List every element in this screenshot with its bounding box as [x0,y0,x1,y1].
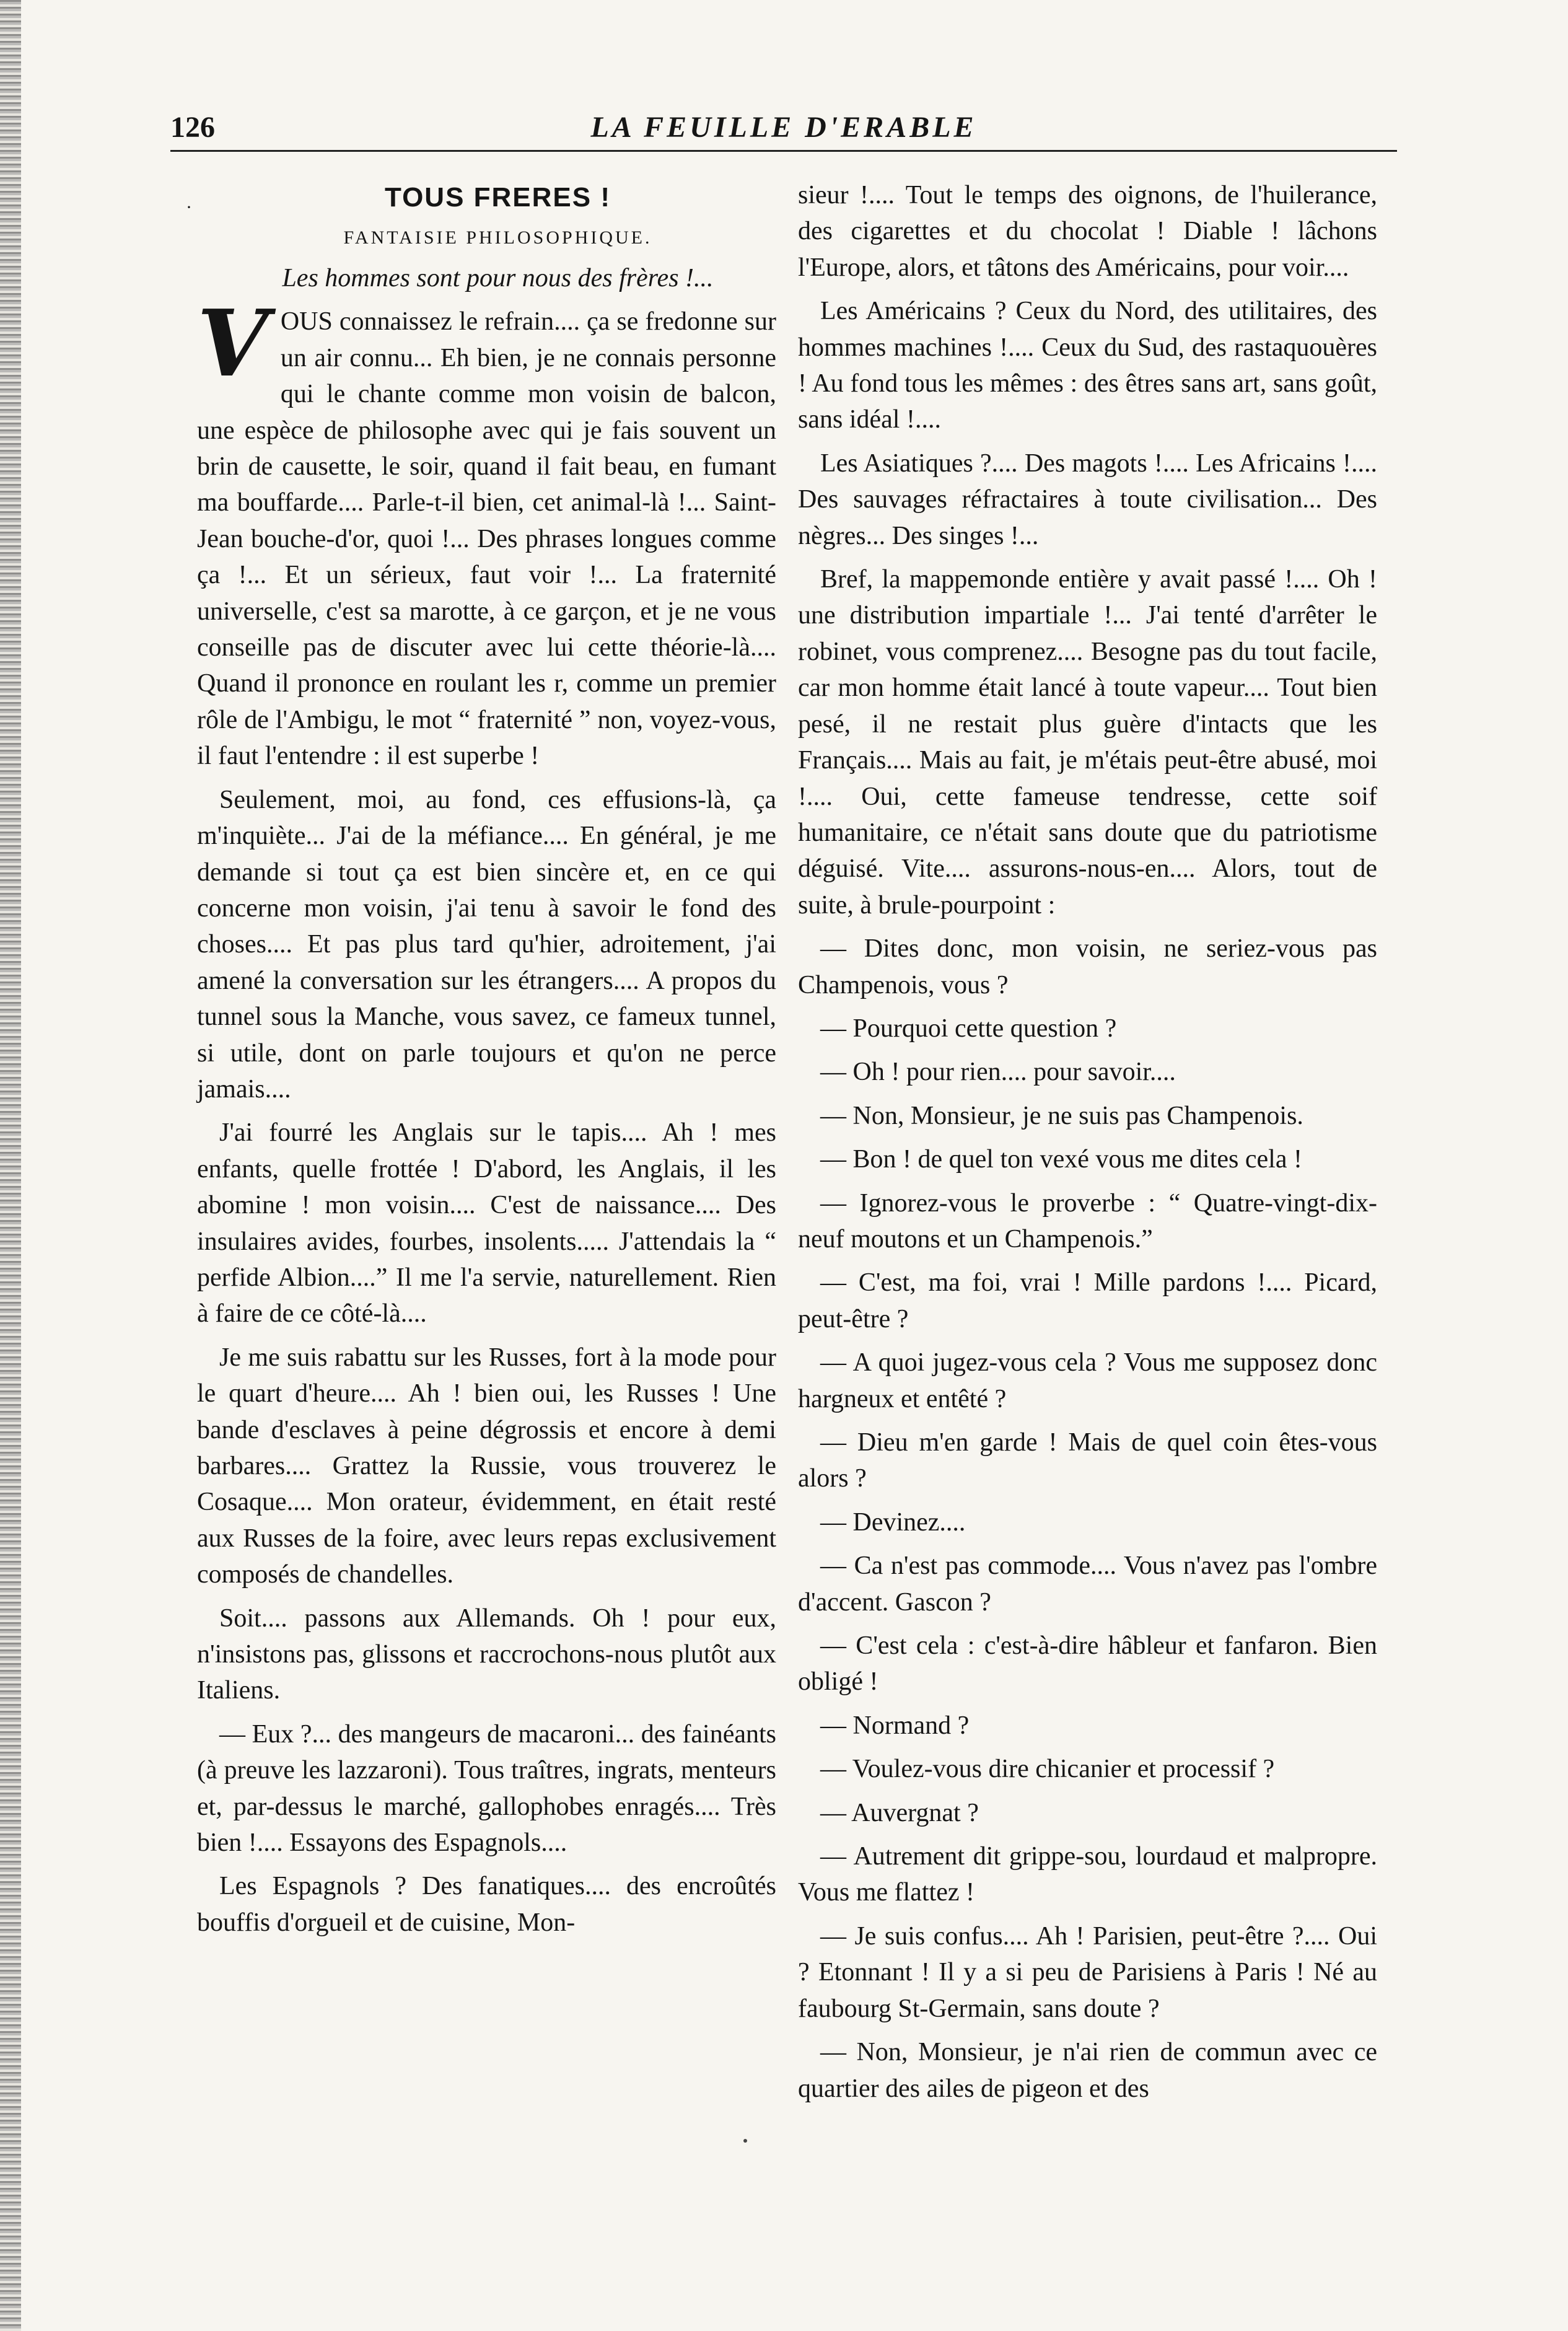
dialogue-line: — Pourquoi cette question ? [820,1014,1117,1043]
paragraph: Je me suis rabattu sur les Russes, fort à la mode pour le quart d'heure.... Ah ! bien oui, les Russes ! Une bande d'esclaves à peine dégrossis et encore à demi barbares.... Grattez la Russie, vous trouverez le Cosaque.... Mon orateur, évidemment, en était resté aux Russes de la foire, avec leurs repas exclusivement composés de chandelles. [197,1343,776,1589]
dialogue-line: — Non, Monsieur, je ne suis pas Champenois. [820,1101,1303,1130]
dialogue-line: — Je suis confus.... Ah ! Parisien, peut-être ?.... Oui ? Etonnant ! Il y a si peu de Parisiens à Paris ! Né au faubourg St-Germain, sans doute ? [798,1921,1377,2023]
dialogue-line: — Devinez.... [820,1508,966,1537]
dialogue-line: — Ignorez-vous le proverbe : “ Quatre-vingt-dix-neuf moutons et un Champenois.” [798,1188,1377,1253]
article-title: TOUS FRERES ! [384,182,611,213]
paragraph: J'ai fourré les Anglais sur le tapis.... Ah ! mes enfants, quelle frottée ! D'abord, les Anglais, il les abomine ! mon voisin.... C'est de naissance.... Des insulaires avides, fourbes, insolents..... J'attendais la “ perfide Albion....” Il me l'a servie, naturellement. Rien à faire de ce côté-là.... [197,1118,776,1328]
paragraph: sieur !.... Tout le temps des oignons, de l'huilerance, des cigarettes et du chocolat ! Diable ! lâchons l'Europe, alors, et tâtons des Américains, pour voir.... [798,181,1377,282]
dialogue-line: — Voulez-vous dire chicanier et processif ? [820,1755,1275,1784]
page-header [170,105,1397,155]
ink-speck [743,2139,747,2143]
dialogue-line: — C'est cela : c'est-à-dire hâbleur et fanfaron. Bien obligé ! [798,1631,1377,1697]
binding-edge [0,0,21,2331]
paragraph: Bref, la mappemonde entière y avait passé !.... Oh ! une distribution impartiale !... J'ai tenté d'arrêter le robinet, vous comprenez.... Besogne pas du tout facile, car mon homme était lancé à toute vapeur.... Tout bien pesé, il ne restait plus guère d'intacts que les Français.... Mais au fait, je m'étais peut-être abusé, moi !.... Oui, cette fameuse tendresse, cette soif humanitaire, ce n'était sans doute que du patriotisme déguisé. Vite.... assurons-nous-en.... Alors, tout de suite, à brule-pourpoint : [798,565,1377,920]
drop-cap: V [197,289,268,398]
paragraph: Les Espagnols ? Des fanatiques.... des encroûtés bouffis d'orgueil et de cuisine, Mon- [197,1872,776,1937]
dialogue-line: — Normand ? [820,1711,970,1740]
paragraph: Les Asiatiques ?.... Des magots !.... Les Africains !.... Des sauvages réfractaires à toute civilisation... Des nègres... Des singes !... [798,449,1377,550]
paragraph-text: OUS connaissez le refrain.... ça se fredonne sur un air connu... Eh bien, je ne connais personne qui le chante comme mon voisin de balcon, une espèce de philosophe avec qui je fais souvent un brin de causette, le soir, quand il fait beau, en fumant ma bouffarde.... Parle-t-il bien, cet animal-là !... Saint-Jean bouche-d'or, quoi !... Des phrases longues comme ça !... Et un sérieux, faut voir !... La fraternité universelle, c'est sa marotte, à ce garçon, et je ne vous conseille pas de discuter avec lui cette théorie-là.... Quand il prononce en roulant les r, comme un premier rôle de l'Ambigu, le mot “ fraternité ” non, voyez-vous, il faut l'entendre : il est superbe ! [197,307,776,771]
dialogue-line: — A quoi jugez-vous cela ? Vous me supposez donc hargneux et entêté ? [798,1348,1377,1413]
dialogue-line: — Non, Monsieur, je n'ai rien de commun avec ce quartier des ailes de pigeon et des [798,2038,1377,2103]
header-rule [170,150,1397,152]
dialogue-line: — Auvergnat ? [820,1798,979,1827]
dialogue-line: — Autrement dit grippe-sou, lourdaud et malpropre. Vous me flattez ! [798,1842,1377,1907]
dialogue-line: — C'est, ma foi, vrai ! Mille pardons !.... Picard, peut-être ? [798,1268,1377,1333]
left-column [197,180,776,1948]
running-title: LA FEUILLE D'ERABLE [590,111,977,144]
dialogue-line: — Dites donc, mon voisin, ne seriez-vous pas Champenois, vous ? [798,934,1377,999]
article-subtitle: FANTAISIE PHILOSOPHIQUE. [343,227,652,248]
paragraph: — Eux ?... des mangeurs de macaroni... des fainéants (à preuve les lazzaroni). Tous traîtres, ingrats, menteurs et, par-dessus le marché, gallophobes enragés.... Très bien !.... Essayons des Espagnols.... [197,1719,776,1858]
dialogue-line: — Ca n'est pas commode.... Vous n'avez pas l'ombre d'accent. Gascon ? [798,1552,1377,1617]
dialogue-line: — Bon ! de quel ton vexé vous me dites cela ! [820,1145,1302,1174]
right-column [798,177,1377,2114]
page-number: 126 [170,111,215,144]
paragraph: Les Américains ? Ceux du Nord, des utilitaires, des hommes machines !.... Ceux du Sud, des rastaquouères ! Au fond tous les mêmes : des êtres sans art, sans goût, sans idéal !.... [798,297,1377,434]
margin-dot: · [186,197,192,217]
paragraph: Soit.... passons aux Allemands. Oh ! pour eux, n'insistons pas, glissons et raccrochons-nous plutôt aux Italiens. [197,1604,776,1705]
paragraph: Seulement, moi, au fond, ces effusions-là, ça m'inquiète... J'ai de la méfiance.... En général, je me demande si tout ça est bien sincère et, en ce qui concerne mon voisin, j'ai tenu à savoir le fond des choses.... Et pas plus tard qu'hier, adroitement, j'ai amené la conversation sur les étrangers.... A propos du tunnel sous la Manche, vous savez, ce fameux tunnel, si utile, dont on parle toujours et qu'on ne perce jamais.... [197,785,776,1104]
dialogue-line: — Oh ! pour rien.... pour savoir.... [820,1058,1176,1087]
dialogue-line: — Dieu m'en garde ! Mais de quel coin êtes-vous alors ? [798,1428,1377,1493]
article-epigraph: Les hommes sont pour nous des frères !... [282,264,714,292]
paragraph [197,289,776,774]
